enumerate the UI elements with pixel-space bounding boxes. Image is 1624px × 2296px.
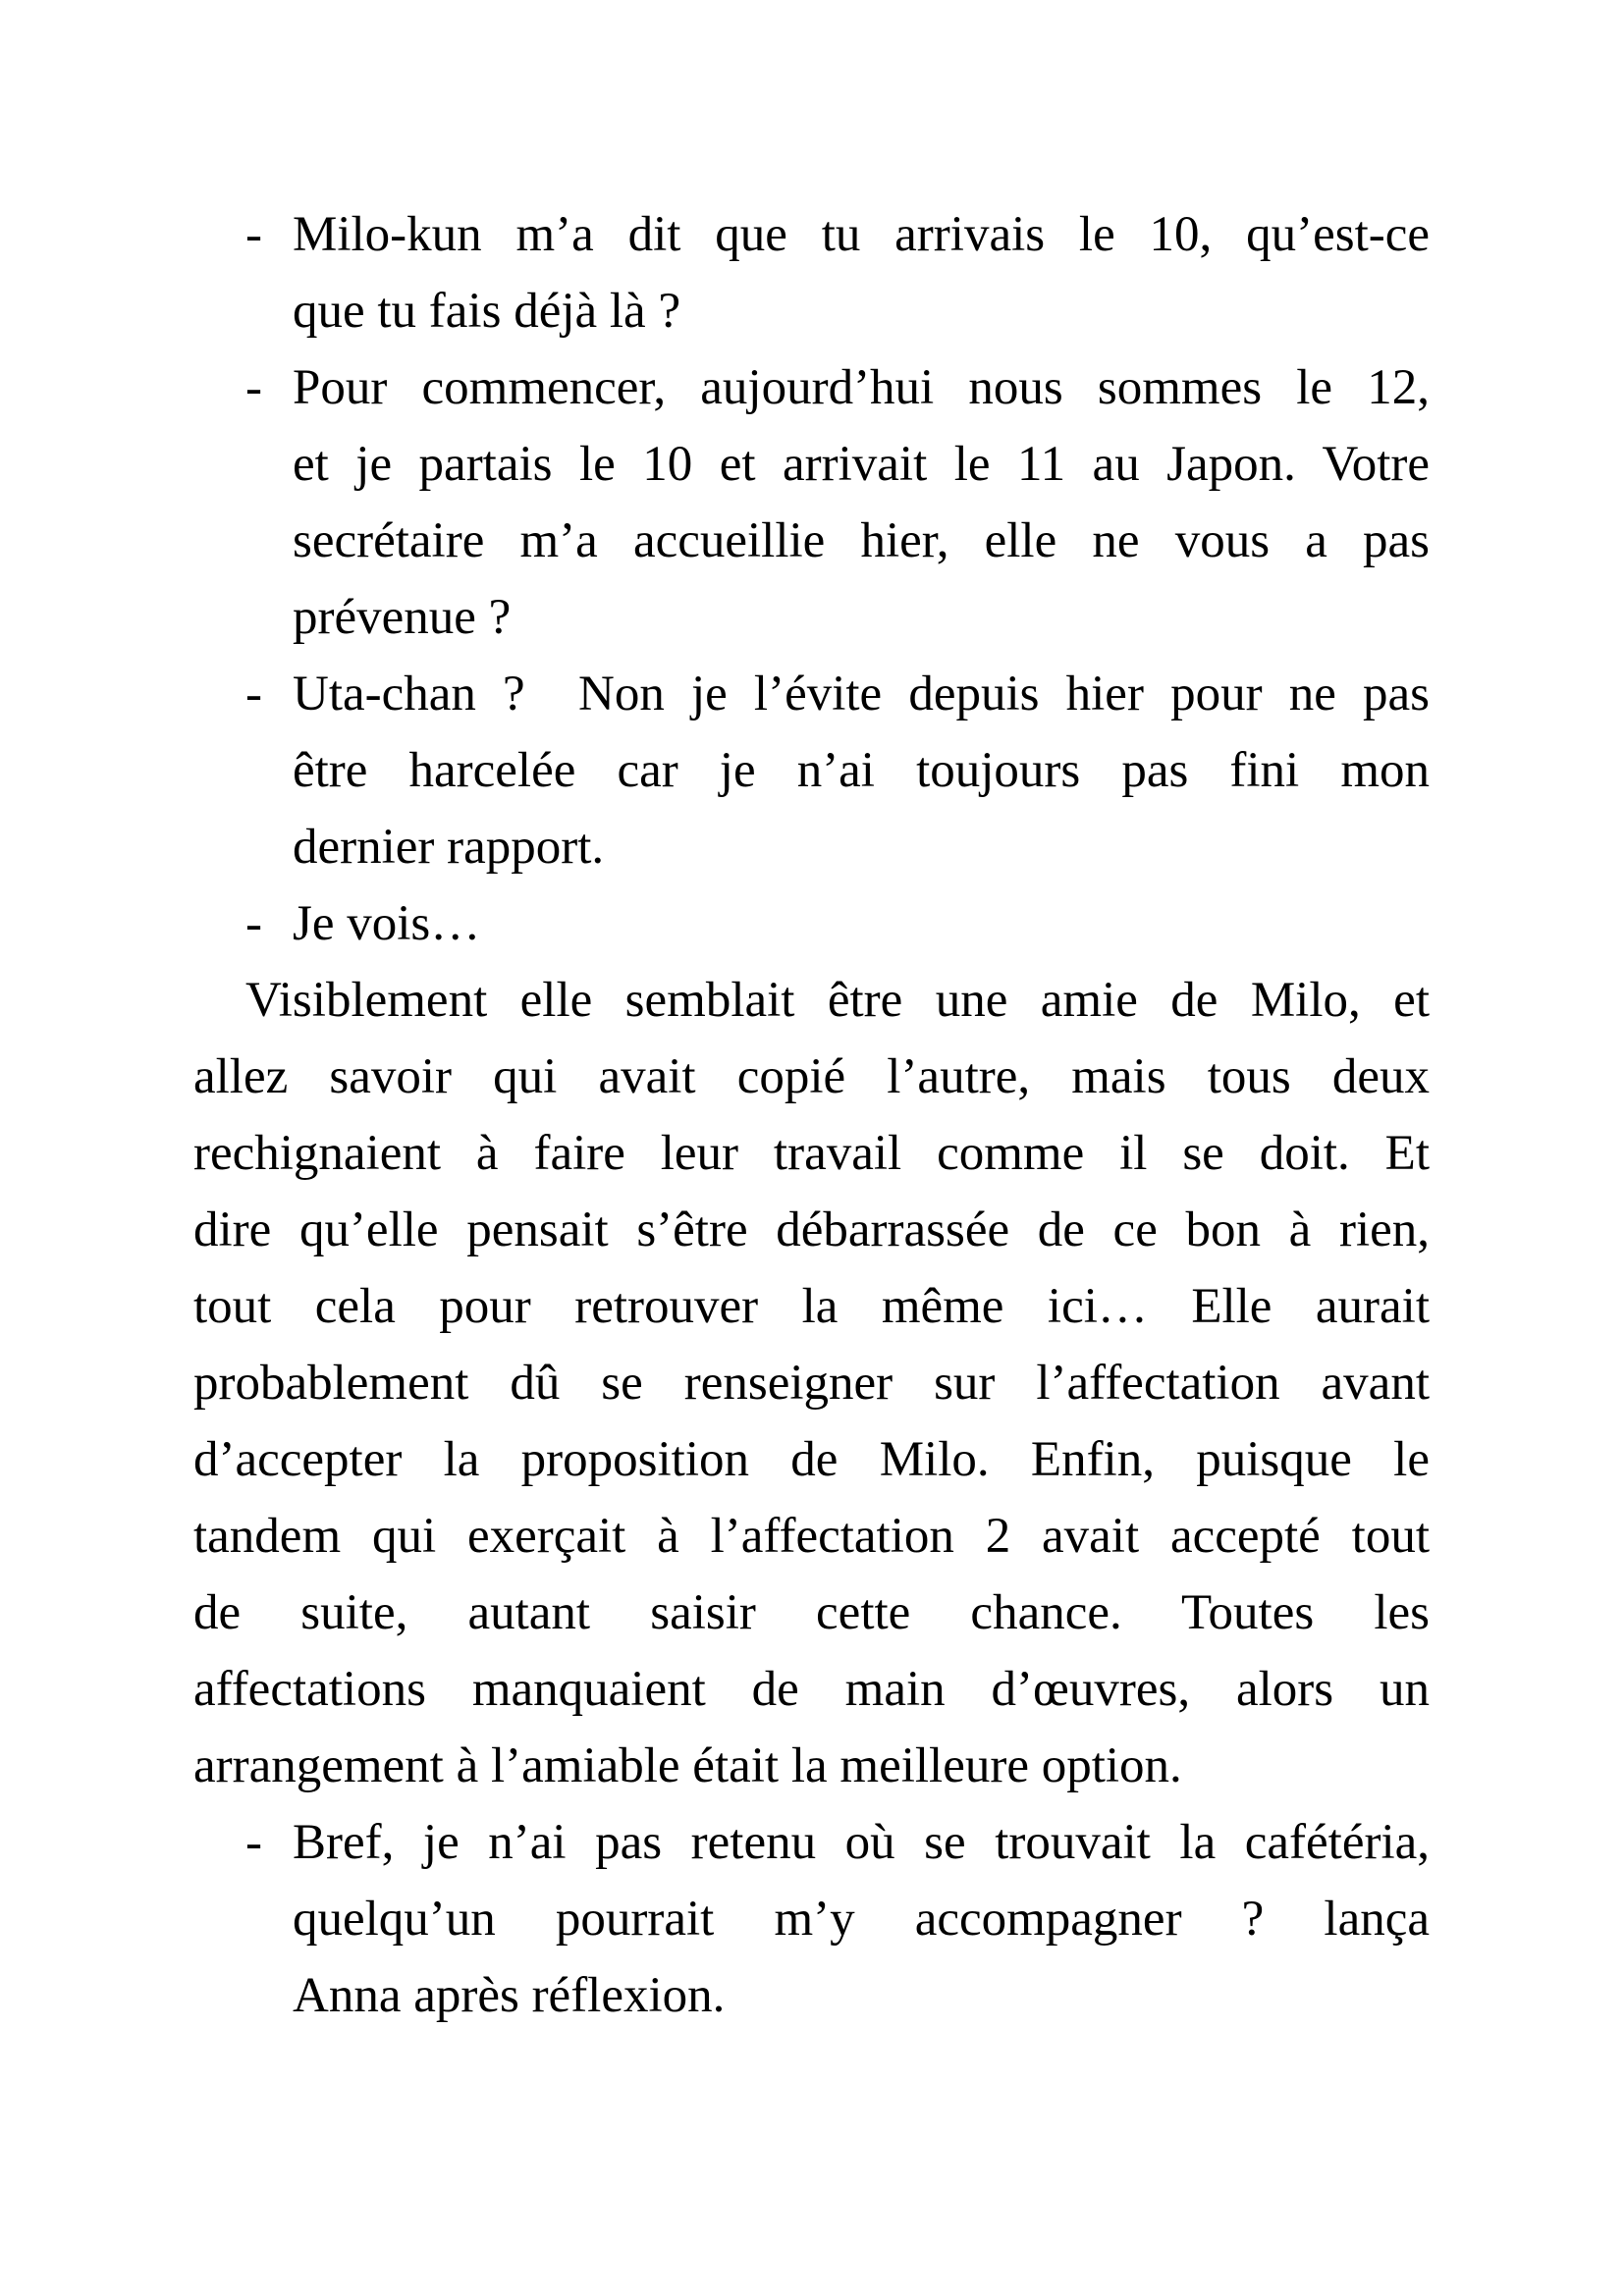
dialogue-dash: - [245,207,262,262]
text-line: prévenue ? [293,590,512,645]
paragraph-line: allez savoir qui avait copié l’autre, mais tous deux [193,1049,1430,1104]
paragraph-line: tout cela pour retrouver la même ici… Elle aurait [193,1279,1430,1334]
dialogue-dash: - [245,1815,262,1870]
dialogue-dash: - [245,360,262,415]
paragraph-line: rechignaient à faire leur travail comme il se doit. Et [193,1126,1430,1181]
text-line: Je vois… [293,896,481,951]
paragraph-line: Visiblement elle semblait être une amie de Milo, et [245,973,1430,1028]
paragraph-line: probablement dû se renseigner sur l’affectation avant [193,1356,1430,1411]
text-line: Milo-kun m’a dit que tu arrivais le 10, qu’est-ce [293,207,1430,262]
text-line: secrétaire m’a accueillie hier, elle ne vous a pas [293,513,1430,568]
text-line: dernier rapport. [293,820,605,875]
text-line: Uta-chan ? Non je l’évite depuis hier pour ne pas [293,667,1430,721]
paragraph-line: arrangement à l’amiable était la meilleure option. [193,1738,1182,1793]
text-line: que tu fais déjà là ? [293,284,681,339]
paragraph-line: d’accepter la proposition de Milo. Enfin, puisque le [193,1432,1430,1487]
paragraph-line: de suite, autant saisir cette chance. Toutes les [193,1585,1430,1640]
dialogue-dash: - [245,896,262,951]
dialogue-dash: - [245,667,262,721]
paragraph-line: tandem qui exerçait à l’affectation 2 avait accepté tout [193,1509,1430,1564]
paragraph-line: affectations manquaient de main d’œuvres, alors un [193,1662,1430,1717]
text-line: et je partais le 10 et arrivait le 11 au Japon. Votre [293,437,1430,492]
paragraph-line: dire qu’elle pensait s’être débarrassée de ce bon à rien, [193,1202,1430,1257]
text-line: Bref, je n’ai pas retenu où se trouvait la cafétéria, [293,1815,1430,1870]
text-line: quelqu’un pourrait m’y accompagner ? lança [293,1892,1430,1947]
text-line: Pour commencer, aujourd’hui nous sommes le 12, [293,360,1430,415]
text-line: Anna après réflexion. [293,1968,726,2023]
text-line: être harcelée car je n’ai toujours pas fini mon [293,743,1430,798]
